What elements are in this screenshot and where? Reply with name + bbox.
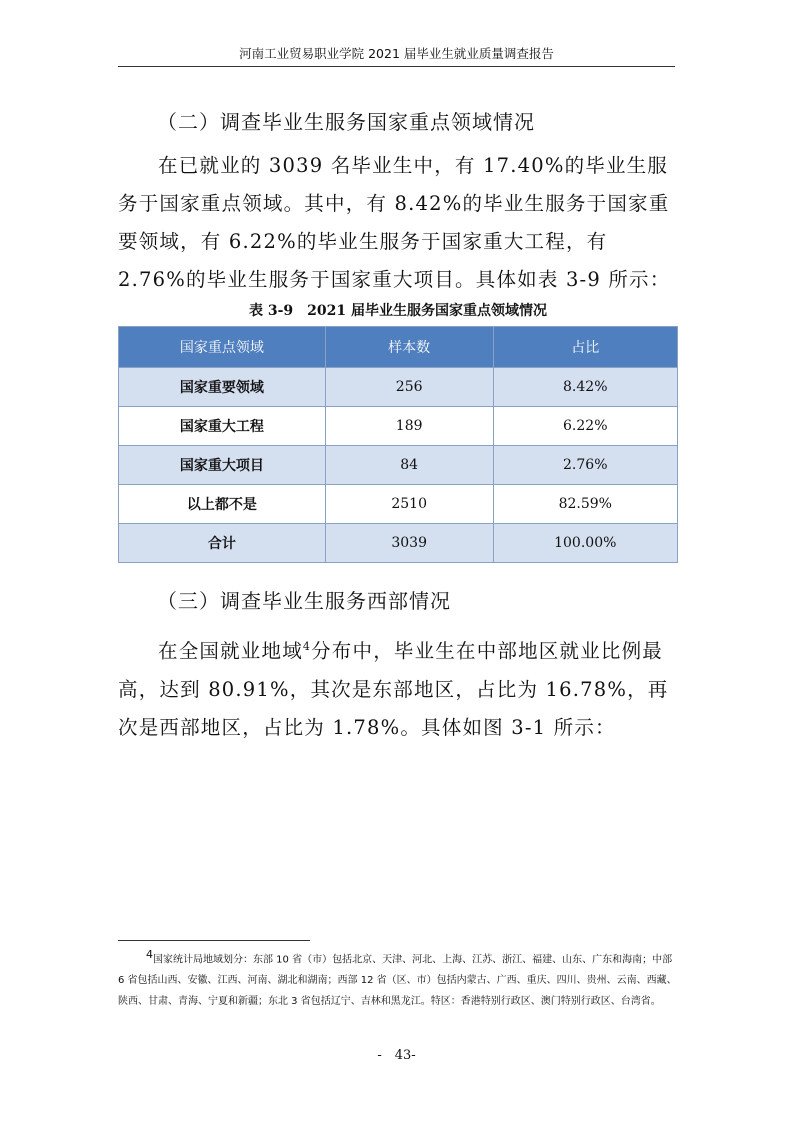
footnote-text: 国家统计局地域划分：东部 10 省（市）包括北京、天津、河北、上海、江苏、浙江、福建、山东、广东和海南；中部 6 省包括山西、安徽、江西、河南、湖北和湖南；西部 12 省（区、市）包括内蒙古、广西、重庆、四川、贵州、云南、西藏、陕西、甘肃、青海、宁夏和新疆；东北 3 省包括辽宁、吉林和黑龙江。特区：香港特别行政区、澳门特别行政区、台湾省。: [118, 954, 677, 1008]
page-number: - 43-: [377, 1048, 416, 1063]
section-title-key-fields: （二）调查毕业生服务国家重点领域情况: [157, 110, 535, 134]
table-row-total: [119, 524, 678, 563]
table-row: [119, 446, 678, 485]
section-title-western: （三）调查毕业生服务西部情况: [157, 589, 451, 613]
row-ratio: 6.22%: [493, 407, 677, 446]
row-ratio: 8.42%: [493, 368, 677, 407]
table-row: [119, 485, 678, 524]
table-header-row: [119, 327, 678, 368]
row-label: 国家重大项目: [119, 446, 326, 485]
paragraph-western-part1: 在全国就业地域: [158, 639, 303, 663]
footnote: [118, 944, 678, 1012]
row-ratio: 100.00%: [493, 524, 677, 563]
page-header: 河南工业贸易职业学院 2021 届毕业生就业质量调查报告: [118, 44, 675, 67]
header-field: 国家重点领域: [119, 327, 326, 368]
row-ratio: 2.76%: [493, 446, 677, 485]
table-row: [119, 368, 678, 407]
key-fields-table: [118, 326, 678, 563]
row-count: 256: [325, 368, 493, 407]
paragraph-western: [118, 628, 678, 747]
table-row: [119, 407, 678, 446]
row-count: 189: [325, 407, 493, 446]
row-count: 84: [325, 446, 493, 485]
row-ratio: 82.59%: [493, 485, 677, 524]
footnote-ref[interactable]: 4: [302, 640, 312, 653]
row-label: 以上都不是: [119, 485, 326, 524]
header-ratio: 占比: [493, 327, 677, 368]
footnote-marker: 4: [146, 948, 153, 961]
row-count: 3039: [325, 524, 493, 563]
paragraph-key-fields-text: 在已就业的 3039 名毕业生中，有 17.40%的毕业生服务于国家重点领域。其中，有 8.42%的毕业生服务于国家重要领域，有 6.22%的毕业生服务于国家重大工程，有 2.76%的毕业生服务于国家重大项目。具体如表 3-9 所示：: [118, 154, 671, 291]
row-count: 2510: [325, 485, 493, 524]
paragraph-western-part2: 分布中，毕业生在中部地区就业比例最高，达到 80.91%，其次是东部地区，占比为 16.78%，再次是西部地区，占比为 1.78%。具体如图 3-1 所示：: [118, 639, 669, 739]
row-label: 国家重大工程: [119, 407, 326, 446]
table-caption: 表 3-9 2021 届毕业生服务国家重点领域情况: [248, 303, 547, 319]
row-label: 国家重要领域: [119, 368, 326, 407]
header-count: 样本数: [325, 327, 493, 368]
footnote-divider: [118, 940, 310, 941]
row-label: 合计: [119, 524, 326, 563]
paragraph-key-fields: [118, 147, 678, 299]
